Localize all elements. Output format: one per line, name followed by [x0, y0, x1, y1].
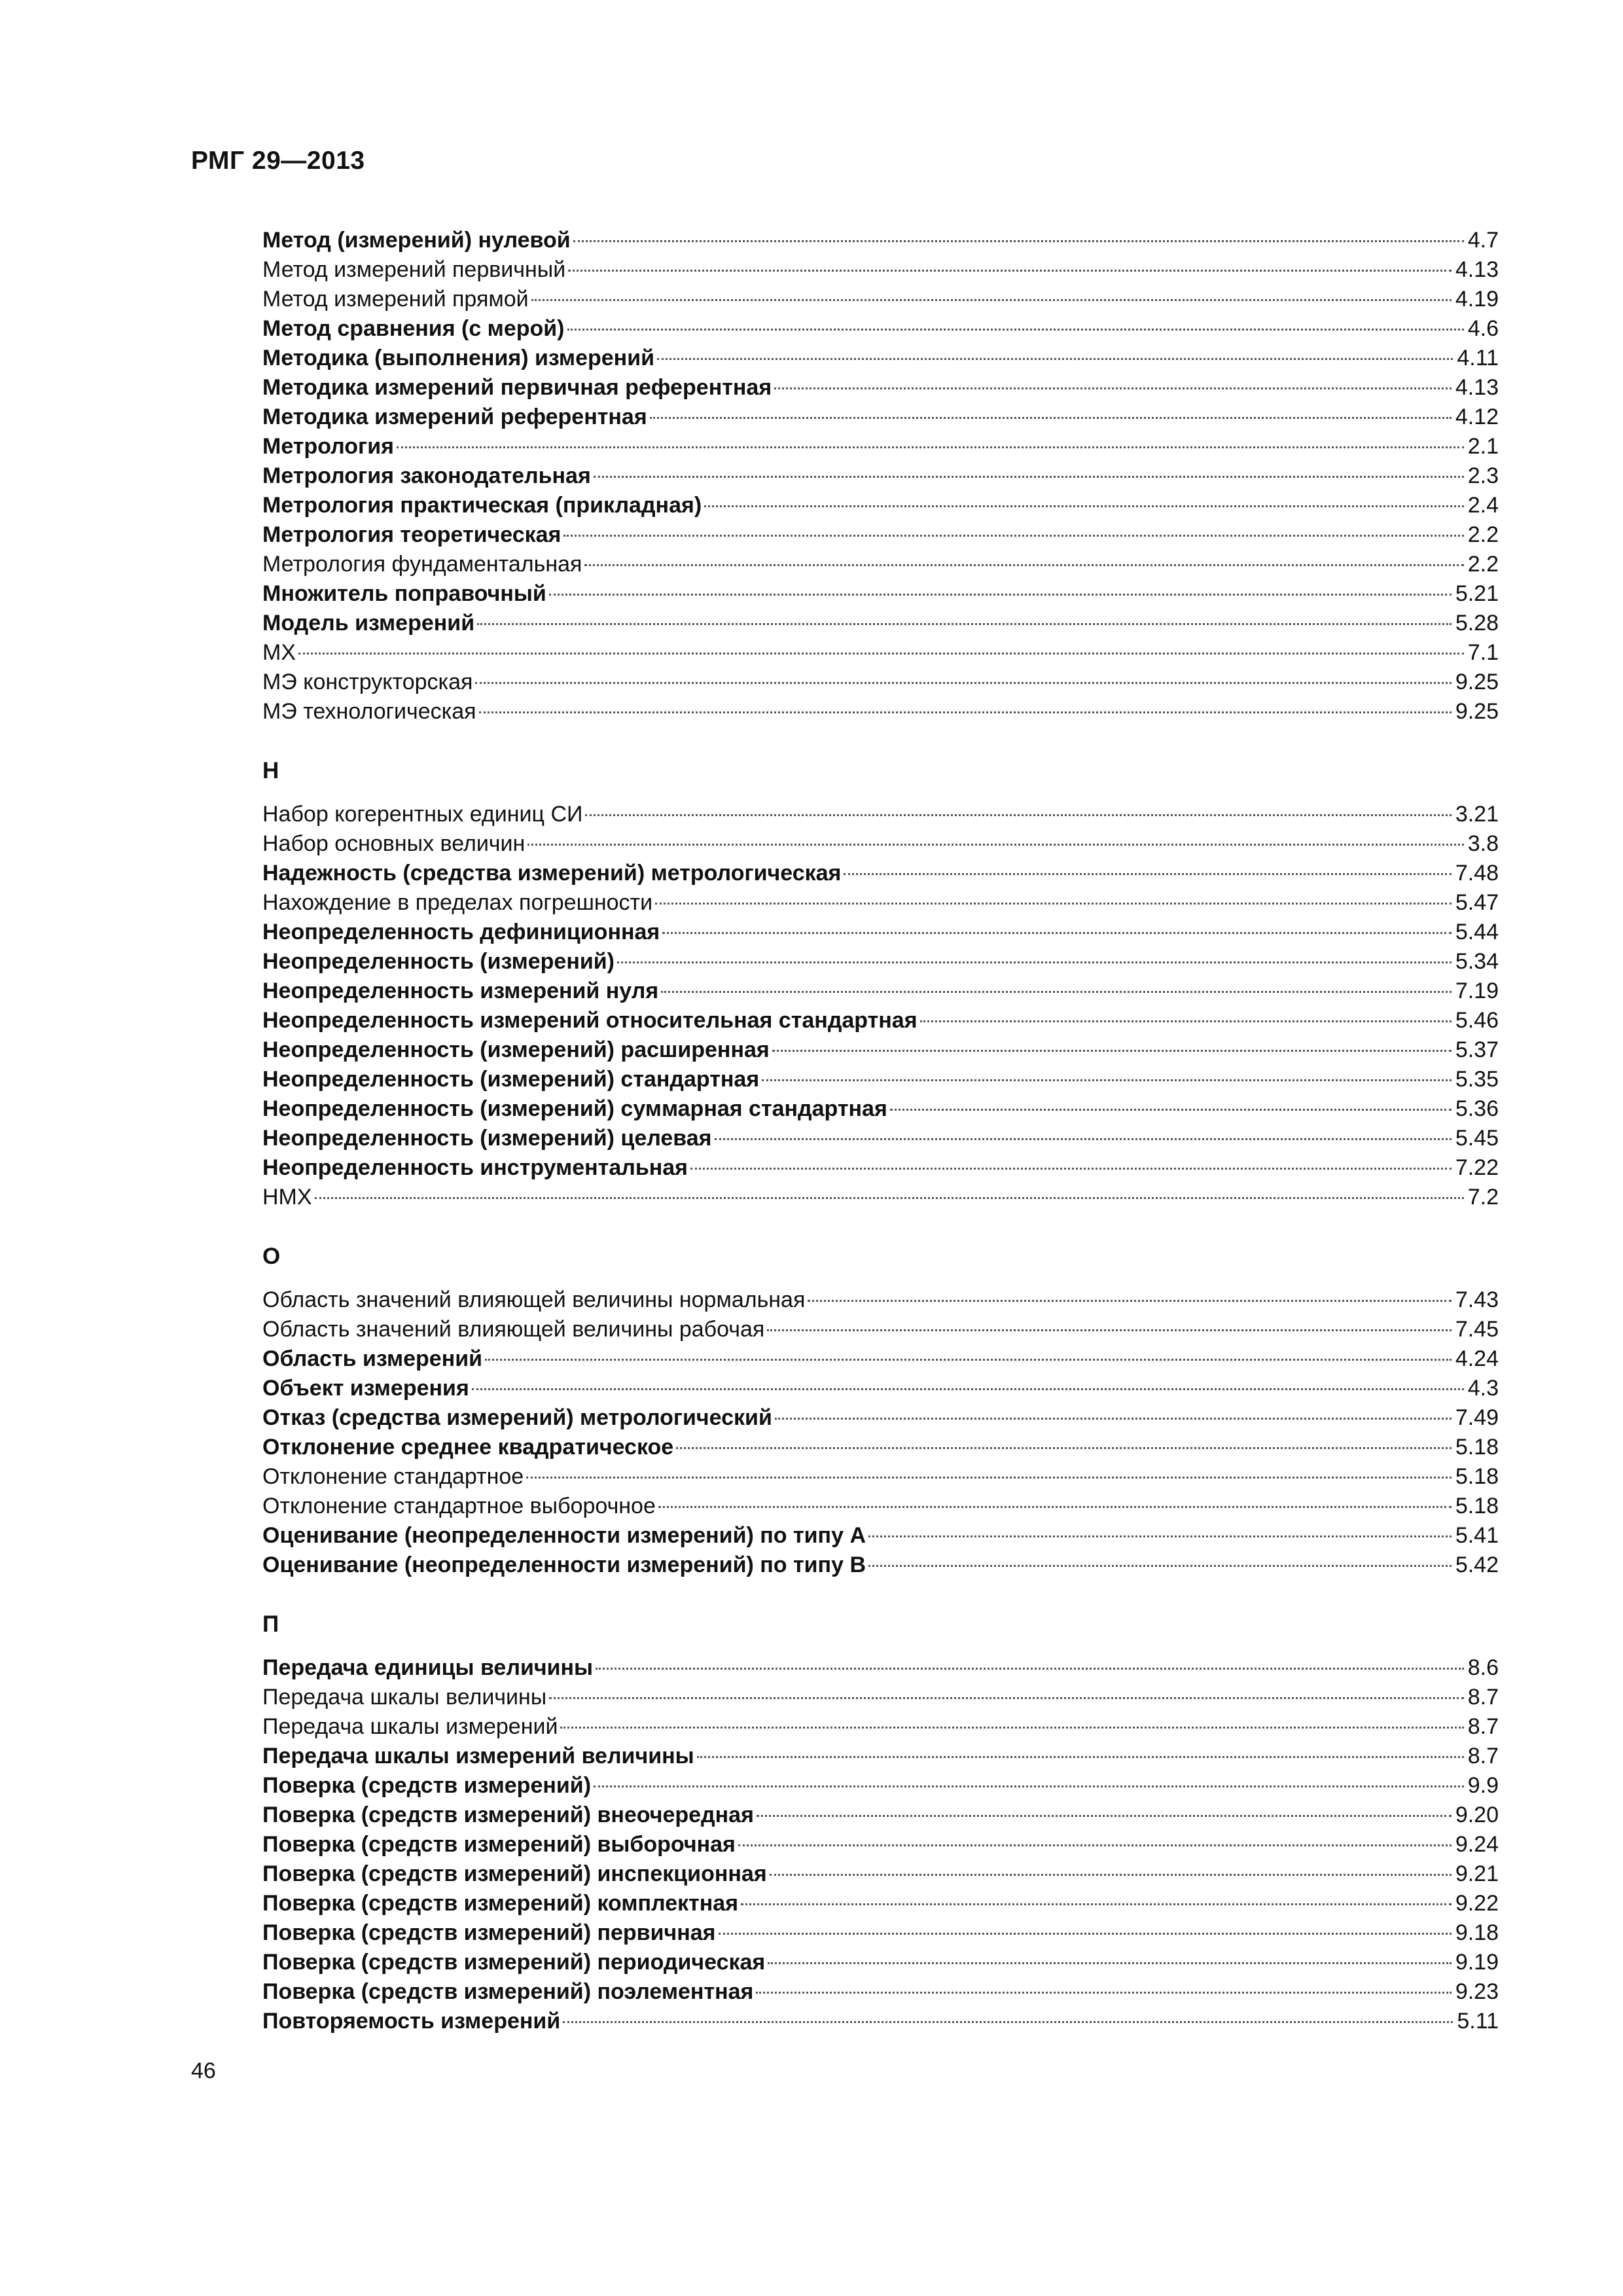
index-term: Нахождение в пределах погрешности — [262, 890, 653, 915]
index-entry — [262, 859, 1499, 888]
index-term: МЭ конструкторская — [262, 670, 473, 694]
index-reference: 7.43 — [1455, 1287, 1499, 1312]
index-term: Неопределенность (измерений) — [262, 949, 615, 974]
dot-leader — [661, 991, 1452, 993]
dot-leader — [770, 1874, 1452, 1876]
index-entry — [262, 1492, 1499, 1521]
index-term: Поверка (средств измерений) внеочередная — [262, 1803, 754, 1827]
alphabetical-index — [262, 226, 1499, 2036]
index-entry — [262, 668, 1499, 697]
index-reference: 9.22 — [1455, 1891, 1499, 1916]
index-reference: 5.45 — [1455, 1126, 1499, 1151]
document-header: РМГ 29—2013 — [191, 147, 365, 175]
index-entry — [262, 1521, 1499, 1551]
index-entry — [262, 697, 1499, 726]
index-entry — [262, 1801, 1499, 1830]
index-entry — [262, 491, 1499, 520]
index-entry — [262, 1830, 1499, 1859]
index-term: Надежность (средства измерений) метрологическая — [262, 861, 842, 886]
index-entry — [262, 829, 1499, 859]
index-term: Методика измерений референтная — [262, 404, 647, 429]
index-term: НМХ — [262, 1185, 312, 1210]
index-reference: 3.21 — [1455, 802, 1499, 827]
index-term: МХ — [262, 640, 296, 665]
dot-leader — [719, 1933, 1452, 1935]
index-term: Неопределенность инструментальная — [262, 1155, 688, 1180]
index-entry — [262, 1551, 1499, 1580]
index-entry — [262, 550, 1499, 579]
index-term: Набор когерентных единиц СИ — [262, 802, 583, 827]
index-reference: 2.1 — [1467, 434, 1499, 459]
dot-leader — [594, 476, 1464, 478]
index-term: Оценивание (неопределенности измерений) по типу А — [262, 1523, 866, 1548]
dot-leader — [585, 814, 1451, 816]
dot-leader — [527, 844, 1463, 846]
dot-leader — [768, 1962, 1452, 1964]
dot-leader — [617, 961, 1452, 963]
dot-leader — [844, 873, 1451, 875]
dot-leader — [563, 2021, 1453, 2023]
index-entry — [262, 638, 1499, 668]
index-entry — [262, 1977, 1499, 2007]
index-reference: 9.18 — [1455, 1920, 1499, 1945]
index-reference: 8.7 — [1467, 1685, 1499, 1710]
dot-leader — [594, 1785, 1464, 1787]
index-term: Поверка (средств измерений) первичная — [262, 1920, 716, 1945]
dot-leader — [655, 903, 1452, 905]
index-entry — [262, 800, 1499, 829]
index-entry — [262, 918, 1499, 947]
index-reference: 9.19 — [1455, 1950, 1499, 1975]
index-reference: 8.7 — [1467, 1714, 1499, 1739]
index-reference: 2.2 — [1467, 522, 1499, 547]
dot-leader — [573, 240, 1464, 242]
index-entry — [262, 1124, 1499, 1153]
index-entry — [262, 1153, 1499, 1183]
index-reference: 2.2 — [1467, 552, 1499, 577]
index-reference: 4.19 — [1455, 287, 1499, 312]
index-entry — [262, 1065, 1499, 1094]
dot-leader — [920, 1020, 1452, 1022]
section-letter: О — [262, 1244, 281, 1269]
index-entry — [262, 1183, 1499, 1212]
index-reference: 9.20 — [1455, 1803, 1499, 1827]
index-reference: 5.36 — [1455, 1096, 1499, 1121]
index-reference: 2.3 — [1467, 463, 1499, 488]
index-entry — [262, 609, 1499, 638]
index-term: Неопределенность измерений нуля — [262, 978, 659, 1003]
index-entry — [262, 1433, 1499, 1462]
index-reference: 9.24 — [1455, 1832, 1499, 1857]
dot-leader — [658, 1506, 1452, 1508]
index-term: Поверка (средств измерений) периодическая — [262, 1950, 766, 1975]
index-term: Повторяемость измерений — [262, 2009, 561, 2034]
dot-leader — [560, 1727, 1463, 1729]
index-term: Методика измерений первичная референтная — [262, 375, 772, 400]
index-entry — [262, 888, 1499, 918]
index-entry — [262, 1742, 1499, 1771]
index-term: Метрология фундаментальная — [262, 552, 582, 577]
index-entry — [262, 1948, 1499, 1977]
index-term: Поверка (средств измерений) поэлементная — [262, 1979, 754, 2004]
index-term: Поверка (средств измерений) инспекционная — [262, 1861, 767, 1886]
index-term: МЭ технологическая — [262, 699, 476, 724]
index-entry — [262, 1683, 1499, 1712]
index-term: Множитель поправочный — [262, 581, 546, 606]
index-section — [262, 1242, 1499, 1580]
dot-leader — [596, 1668, 1464, 1670]
index-reference: 4.24 — [1455, 1346, 1499, 1371]
index-reference: 9.23 — [1455, 1979, 1499, 2004]
dot-leader — [526, 1477, 1452, 1479]
index-entry — [262, 1374, 1499, 1403]
index-term: Передача шкалы величины — [262, 1685, 547, 1710]
index-term: Неопределенность измерений относительная стандартная — [262, 1008, 918, 1033]
index-entry — [262, 1035, 1499, 1065]
index-reference: 4.7 — [1467, 228, 1499, 253]
dot-leader — [657, 358, 1453, 360]
index-term: Метрология законодательная — [262, 463, 591, 488]
index-entry — [262, 344, 1499, 373]
index-entry — [262, 2007, 1499, 2036]
index-reference: 7.22 — [1455, 1155, 1499, 1180]
index-entry — [262, 285, 1499, 314]
index-reference: 5.37 — [1455, 1037, 1499, 1062]
index-reference: 7.1 — [1467, 640, 1499, 665]
index-term: Метод измерений прямой — [262, 287, 529, 312]
index-entry — [262, 1462, 1499, 1492]
dot-leader — [584, 564, 1463, 566]
index-reference: 7.49 — [1455, 1405, 1499, 1430]
index-reference: 8.6 — [1467, 1655, 1499, 1680]
index-entry — [262, 1285, 1499, 1315]
index-reference: 4.13 — [1455, 375, 1499, 400]
dot-leader — [567, 329, 1464, 331]
index-entry — [262, 432, 1499, 461]
index-term: Отклонение среднее квадратическое — [262, 1435, 674, 1460]
index-reference: 5.41 — [1455, 1523, 1499, 1548]
dot-leader — [741, 1903, 1452, 1905]
index-reference: 7.19 — [1455, 978, 1499, 1003]
dot-leader — [756, 1992, 1451, 1994]
dot-leader — [563, 535, 1463, 537]
index-term: Область измерений — [262, 1346, 483, 1371]
index-reference: 7.48 — [1455, 861, 1499, 886]
dot-leader — [772, 1050, 1452, 1052]
index-reference: 5.35 — [1455, 1067, 1499, 1092]
dot-leader — [808, 1300, 1451, 1302]
index-entry — [262, 520, 1499, 550]
index-term: Неопределенность (измерений) целевая — [262, 1126, 712, 1151]
index-entry — [262, 1006, 1499, 1035]
index-entry — [262, 226, 1499, 255]
index-term: Метрология — [262, 434, 394, 459]
index-entry — [262, 1771, 1499, 1801]
dot-leader — [676, 1447, 1452, 1449]
index-term: Метод сравнения (с мерой) — [262, 316, 565, 341]
index-term: Поверка (средств измерений) — [262, 1773, 592, 1798]
index-entry — [262, 1889, 1499, 1918]
page-number: 46 — [191, 2058, 216, 2083]
index-entry — [262, 977, 1499, 1006]
index-entry — [262, 403, 1499, 432]
dot-leader — [697, 1756, 1464, 1758]
dot-leader — [650, 417, 1452, 419]
index-term: Передача единицы величины — [262, 1655, 594, 1680]
index-term: Поверка (средств измерений) комплектная — [262, 1891, 739, 1916]
dot-leader — [568, 270, 1452, 272]
index-term: Метод (измерений) нулевой — [262, 228, 571, 253]
index-term: Набор основных величин — [262, 831, 526, 856]
index-term: Метрология практическая (прикладная) — [262, 493, 702, 518]
index-reference: 5.28 — [1455, 611, 1499, 636]
index-reference: 4.12 — [1455, 404, 1499, 429]
dot-leader — [485, 1359, 1452, 1361]
index-reference: 8.7 — [1467, 1744, 1499, 1768]
index-reference: 4.3 — [1467, 1376, 1499, 1401]
index-term: Область значений влияющей величины нормальная — [262, 1287, 806, 1312]
index-term: Неопределенность (измерений) суммарная стандартная — [262, 1096, 887, 1121]
index-term: Неопределенность (измерений) стандартная — [262, 1067, 760, 1092]
index-term: Модель измерений — [262, 611, 475, 636]
dot-leader — [774, 387, 1452, 389]
dot-leader — [704, 505, 1464, 507]
dot-leader — [475, 682, 1451, 684]
dot-leader — [531, 299, 1452, 301]
index-term: Отказ (средства измерений) метрологический — [262, 1405, 772, 1430]
index-reference: 4.6 — [1467, 316, 1499, 341]
dot-leader — [757, 1815, 1452, 1817]
index-reference: 5.44 — [1455, 920, 1499, 944]
index-entry — [262, 1859, 1499, 1889]
index-entry — [262, 947, 1499, 977]
index-entry — [262, 255, 1499, 285]
index-reference: 5.42 — [1455, 1552, 1499, 1577]
index-reference: 4.13 — [1455, 257, 1499, 282]
index-entry — [262, 1653, 1499, 1683]
index-reference: 9.21 — [1455, 1861, 1499, 1886]
dot-leader — [868, 1535, 1452, 1537]
index-entry — [262, 373, 1499, 403]
dot-leader — [868, 1565, 1452, 1567]
index-reference: 5.46 — [1455, 1008, 1499, 1033]
dot-leader — [549, 594, 1452, 596]
index-entry — [262, 461, 1499, 491]
index-section — [262, 756, 1499, 1212]
index-term: Передача шкалы измерений величины — [262, 1744, 694, 1768]
index-reference: 7.2 — [1467, 1185, 1499, 1210]
index-term: Объект измерения — [262, 1376, 469, 1401]
dot-leader — [549, 1697, 1464, 1699]
dot-leader — [397, 446, 1464, 448]
index-reference: 5.34 — [1455, 949, 1499, 974]
dot-leader — [690, 1168, 1452, 1170]
index-term: Оценивание (неопределенности измерений) по типу В — [262, 1552, 866, 1577]
index-reference: 4.11 — [1457, 346, 1499, 370]
dot-leader — [298, 653, 1464, 655]
dot-leader — [775, 1418, 1452, 1420]
index-entry — [262, 314, 1499, 344]
dot-leader — [767, 1329, 1451, 1331]
index-reference: 5.18 — [1455, 1494, 1499, 1518]
section-letter: Н — [262, 758, 279, 783]
index-term: Неопределенность (измерений) расширенная — [262, 1037, 770, 1062]
index-reference: 5.21 — [1455, 581, 1499, 606]
index-entry — [262, 1918, 1499, 1948]
index-section — [262, 1609, 1499, 2036]
index-reference: 9.9 — [1467, 1773, 1499, 1798]
index-entry — [262, 1315, 1499, 1344]
index-reference: 5.18 — [1455, 1464, 1499, 1489]
index-reference: 5.18 — [1455, 1435, 1499, 1460]
index-term: Передача шкалы измерений — [262, 1714, 558, 1739]
index-section — [262, 226, 1499, 726]
index-entry — [262, 1344, 1499, 1374]
index-entry — [262, 1094, 1499, 1124]
dot-leader — [477, 623, 1452, 625]
index-reference: 5.11 — [1457, 2009, 1499, 2034]
section-letter: П — [262, 1611, 279, 1637]
index-entry — [262, 1403, 1499, 1433]
index-reference: 2.4 — [1467, 493, 1499, 518]
index-entry — [262, 579, 1499, 609]
index-reference: 9.25 — [1455, 670, 1499, 694]
index-term: Неопределенность дефиниционная — [262, 920, 660, 944]
index-reference: 3.8 — [1467, 831, 1499, 856]
index-entry — [262, 1712, 1499, 1742]
dot-leader — [315, 1197, 1464, 1199]
dot-leader — [662, 932, 1452, 934]
index-term: Метрология теоретическая — [262, 522, 562, 547]
index-term: Метод измерений первичный — [262, 257, 566, 282]
index-term: Поверка (средств измерений) выборочная — [262, 1832, 736, 1857]
dot-leader — [479, 711, 1452, 713]
index-term: Методика (выполнения) измерений — [262, 346, 655, 370]
dot-leader — [762, 1079, 1452, 1081]
dot-leader — [890, 1109, 1452, 1111]
index-term: Отклонение стандартное выборочное — [262, 1494, 656, 1518]
dot-leader — [472, 1388, 1464, 1390]
index-reference: 7.45 — [1455, 1317, 1499, 1342]
index-reference: 9.25 — [1455, 699, 1499, 724]
index-term: Отклонение стандартное — [262, 1464, 524, 1489]
dot-leader — [715, 1138, 1452, 1140]
dot-leader — [738, 1844, 1452, 1846]
index-term: Область значений влияющей величины рабочая — [262, 1317, 765, 1342]
index-reference: 5.47 — [1455, 890, 1499, 915]
